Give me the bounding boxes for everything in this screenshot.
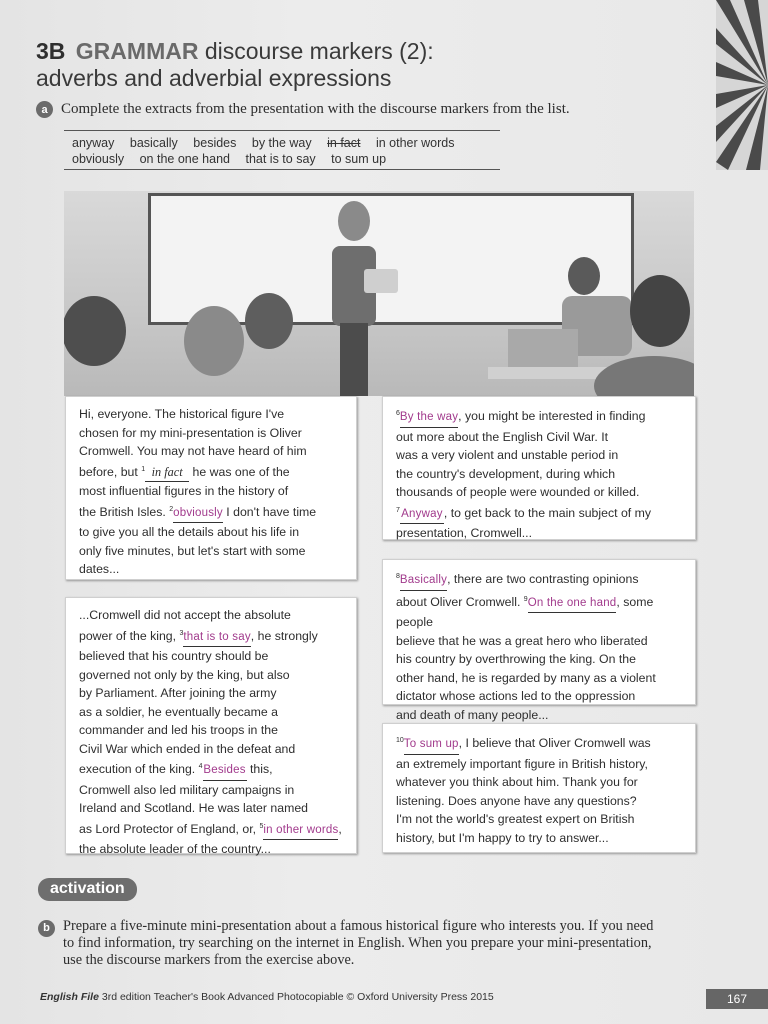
- answer-gap-8[interactable]: [400, 571, 447, 591]
- card-line: chosen for my mini-presentation is Oliver: [79, 425, 302, 440]
- word-item: in other words: [375, 136, 455, 150]
- card-line: the absolute leader of the country...: [79, 842, 271, 857]
- card-line: listening. Does anyone have any questions?: [396, 793, 637, 808]
- answer-3: that is to say: [183, 630, 251, 643]
- answer-gap-5[interactable]: [263, 821, 338, 841]
- text: power of the king,: [79, 628, 177, 643]
- gap-number: 3: [179, 629, 184, 637]
- card-line: Ireland and Scotland. He was later named: [79, 801, 308, 816]
- text: , I believe that Oliver Cromwell was: [458, 736, 651, 751]
- answer-gap-7[interactable]: [400, 505, 444, 525]
- extract-card-2: [65, 597, 357, 857]
- card-line: [79, 461, 344, 483]
- card-line: Cromwell. You may not have heard of him: [79, 444, 307, 458]
- card-line: [79, 501, 344, 524]
- answer-gap-4[interactable]: [203, 761, 247, 781]
- text: as Lord Protector of England, or,: [79, 821, 257, 836]
- instruction-text: Complete the extracts from the presentation with the discourse markers from the list.: [61, 101, 570, 117]
- word-item: to sum up: [331, 152, 387, 166]
- page-title: [36, 38, 434, 92]
- gap-number: 4: [198, 763, 203, 771]
- gap-number: 5: [259, 822, 264, 830]
- text: , some people: [396, 594, 654, 630]
- answer-gap-1[interactable]: [145, 463, 189, 483]
- card-line: Cromwell also led military campaigns in: [79, 782, 295, 797]
- gap-number: 6: [396, 410, 400, 417]
- card-line: by Parliament. After joining the army: [79, 686, 277, 701]
- section-number: 3B: [36, 38, 66, 64]
- card-line: [79, 818, 344, 841]
- card-line: to give you all the details about his life in: [79, 525, 300, 540]
- title-line1: discourse markers (2):: [204, 38, 434, 64]
- answer-4: Besides: [203, 764, 246, 777]
- card-line: dictator whose actions led to the oppression: [396, 689, 636, 704]
- text: he was one of the: [192, 464, 290, 479]
- card-line: out more about the English Civil War. It: [396, 429, 609, 444]
- answer-9: On the one hand: [527, 596, 617, 609]
- extract-card-5: [382, 723, 696, 853]
- answer-2: obviously: [173, 506, 223, 519]
- footer-credit: [40, 991, 494, 1003]
- word-item: that is to say: [245, 152, 316, 166]
- section-keyword: GRAMMAR: [75, 38, 199, 64]
- word-item: besides: [193, 136, 237, 150]
- card-line: thousands of people were wounded or killed.: [396, 485, 640, 500]
- answer-7: Anyway: [401, 507, 443, 520]
- answer-5: in other words: [263, 823, 339, 836]
- word-item: obviously: [72, 152, 125, 166]
- answer-10: To sum up: [403, 738, 459, 751]
- card-line: [396, 568, 683, 591]
- answer-gap-3[interactable]: [183, 628, 250, 648]
- card-line: as a soldier, he eventually became a: [79, 704, 278, 719]
- page-number: 167: [706, 989, 768, 1009]
- extract-card-1: [65, 396, 357, 580]
- classroom-photo: [64, 191, 694, 396]
- text: , to get back to the main subject of my: [443, 505, 652, 520]
- text: , you might be interested in finding: [458, 409, 646, 424]
- gap-number: 7: [396, 506, 400, 514]
- gap-number: 9: [523, 595, 528, 603]
- card-line: an extremely important figure in British history,: [396, 756, 648, 771]
- card-line: and death of many people...: [396, 707, 549, 722]
- card-line: [396, 732, 683, 755]
- answer-1: in fact: [151, 464, 183, 479]
- exercise-b: [38, 918, 658, 969]
- text: this,: [249, 762, 273, 777]
- text: , he strongly: [250, 628, 318, 643]
- exercise-badge-b: b: [38, 920, 55, 937]
- exercise-b-text: Prepare a five-minute mini-presentation about a famous historical figure who interests you. If you need to find information, try searching on the internet in English. When you prepare your mini-presentation, use the discourse markers from the exercise above.: [63, 918, 654, 968]
- word-item: on the one hand: [139, 152, 230, 166]
- card-line: was a very violent and unstable period in: [396, 448, 619, 463]
- card-line: [396, 502, 683, 525]
- classroom-figures-icon: [64, 191, 694, 396]
- card-line: the country's development, during which: [396, 466, 616, 481]
- card-line: believed that his country should be: [79, 649, 269, 664]
- card-line: Civil War which ended in the defeat and: [79, 741, 296, 756]
- card-line: commander and led his troops in the: [79, 723, 278, 738]
- text: , there are two contrasting opinions: [447, 572, 639, 587]
- text: before, but: [79, 464, 138, 479]
- card-line: Hi, everyone. The historical figure I've: [79, 407, 285, 421]
- card-line: whatever you think about him. Thank you for: [396, 775, 638, 790]
- answer-gap-9[interactable]: [528, 594, 617, 614]
- card-line: history, but I'm happy to try to answer...: [396, 830, 609, 845]
- card-line: most influential figures in the history of: [79, 484, 289, 499]
- answer-gap-2[interactable]: [173, 504, 223, 524]
- title-line2: adverbs and adverbial expressions: [36, 65, 392, 91]
- text: execution of the king.: [79, 762, 196, 777]
- card-line: presentation, Cromwell...: [396, 526, 533, 541]
- exercise-a-instruction: [36, 101, 570, 118]
- extract-card-3: [382, 396, 696, 540]
- word-list-box: [64, 130, 500, 170]
- answer-6: By the way: [399, 411, 459, 424]
- gap-number: 8: [396, 573, 400, 580]
- text: ,: [338, 821, 342, 836]
- word-item: basically: [129, 136, 178, 150]
- answer-gap-6[interactable]: [400, 408, 458, 428]
- word-item: by the way: [251, 136, 312, 150]
- word-item-struck: in fact: [327, 136, 361, 150]
- footer-text: 3rd edition Teacher's Book Advanced Photocopiable © Oxford University Press 2015: [98, 991, 494, 1003]
- card-line: only five minutes, but let's start with some: [79, 543, 306, 558]
- text: the British Isles.: [79, 504, 166, 519]
- gap-number: 1: [141, 465, 146, 473]
- answer-gap-10[interactable]: [404, 735, 459, 755]
- card-line: [79, 758, 344, 781]
- card-line: believe that he was a great hero who liberated: [396, 633, 648, 648]
- card-line: [396, 405, 683, 428]
- card-line: dates...: [79, 562, 120, 577]
- word-item: anyway: [72, 136, 115, 150]
- activation-label: activation: [38, 878, 137, 901]
- sunburst-decoration-icon: [716, 0, 768, 170]
- footer-book-title: English File: [40, 991, 99, 1003]
- exercise-badge-a: a: [36, 101, 53, 118]
- card-line: [396, 591, 683, 632]
- gap-number: 10: [396, 737, 404, 744]
- card-line: other hand, he is regarded by many as a violent: [396, 670, 656, 685]
- text: I don't have time: [226, 504, 317, 519]
- gap-number: 2: [169, 505, 174, 513]
- card-line: his country by overthrowing the king. On the: [396, 652, 636, 667]
- extract-card-4: [382, 559, 696, 722]
- answer-8: Basically: [399, 574, 448, 587]
- text: about Oliver Cromwell.: [396, 594, 521, 609]
- card-line: I'm not the world's greatest expert on British: [396, 812, 635, 827]
- card-line: [79, 625, 344, 648]
- card-line: governed not only by the king, but also: [79, 667, 290, 682]
- card-line: ...Cromwell did not accept the absolute: [79, 608, 291, 622]
